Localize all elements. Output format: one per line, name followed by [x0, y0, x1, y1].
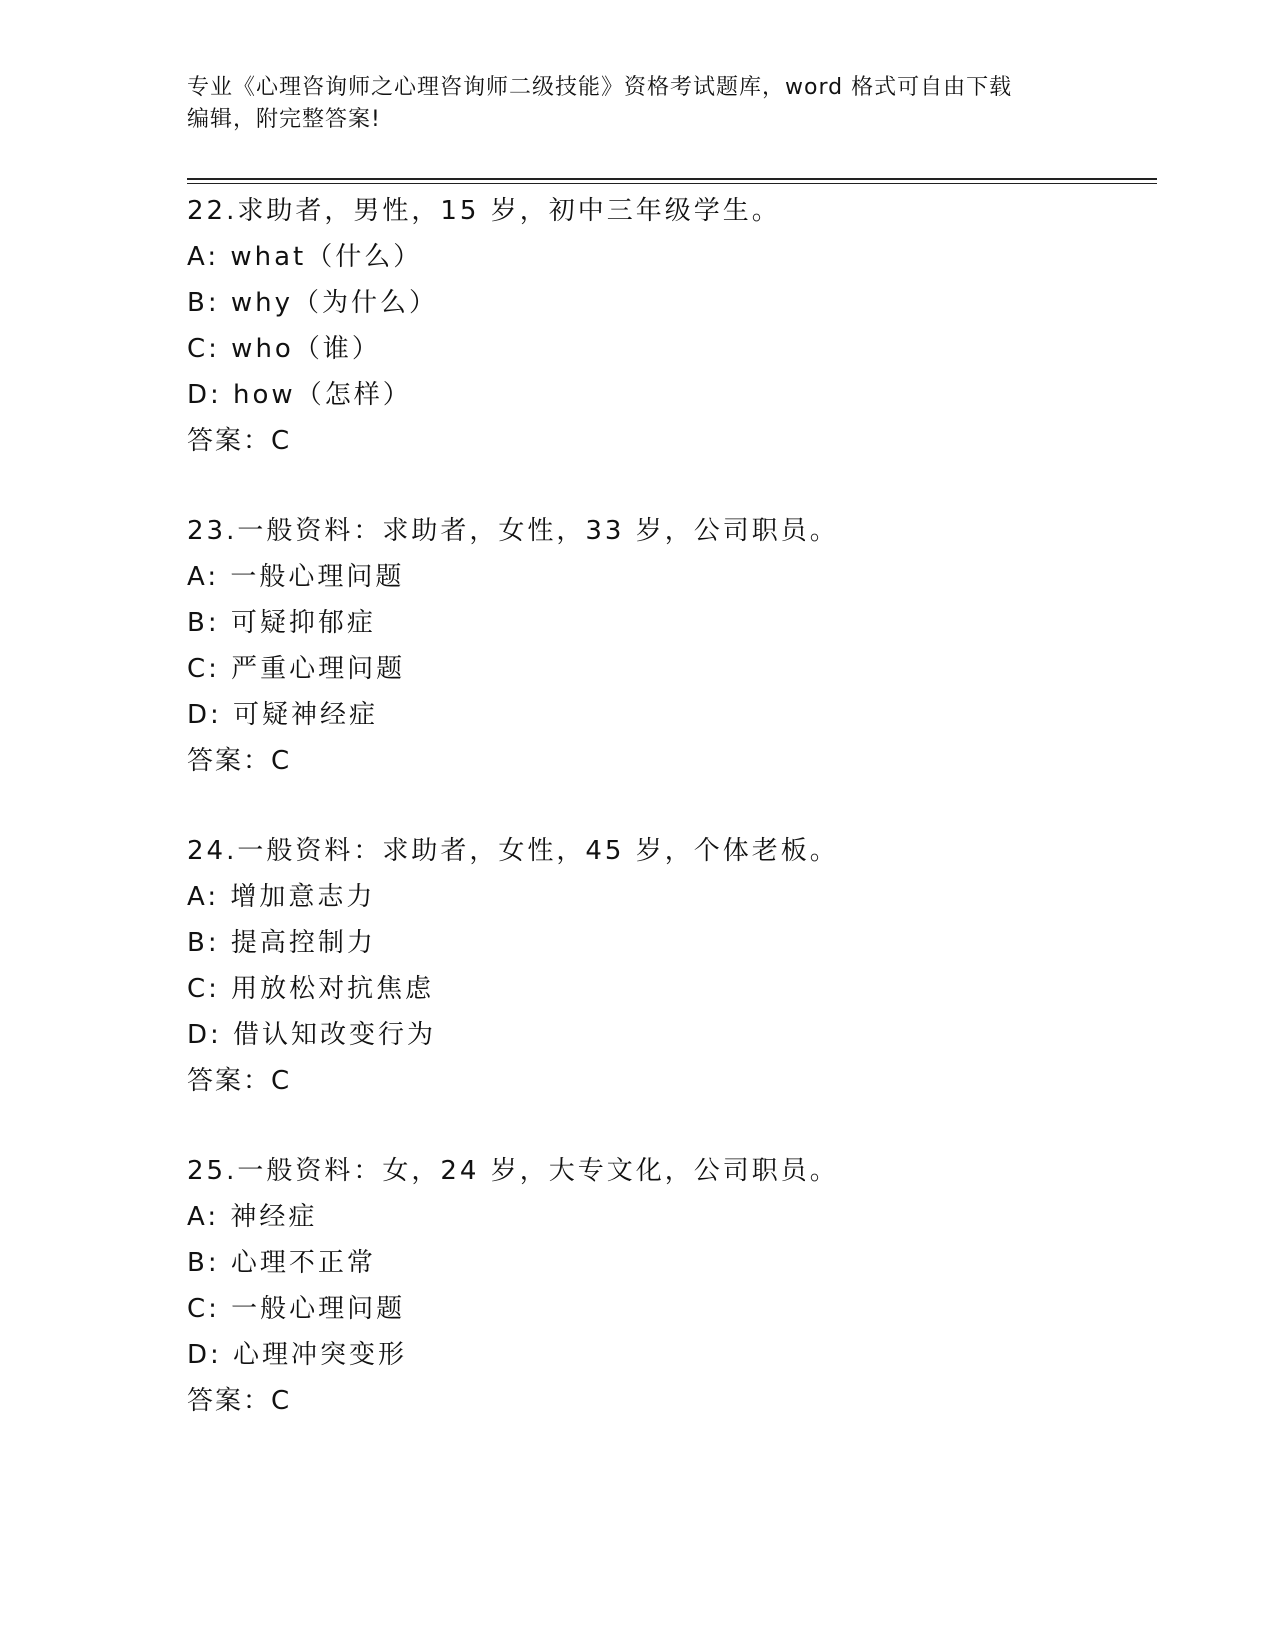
option-a: A: 神经症	[187, 1202, 318, 1232]
option-b: B: 心理不正常	[187, 1248, 376, 1278]
question-stem: 24.一般资料：求助者，女性，45 岁，个体老板。	[187, 836, 839, 866]
question-stem: 23.一般资料：求助者，女性，33 岁，公司职员。	[187, 516, 839, 546]
option-b: B: 可疑抑郁症	[187, 608, 376, 638]
document-header	[187, 72, 1067, 136]
answer: 答案：C	[187, 1386, 292, 1416]
answer: 答案：C	[187, 746, 292, 776]
option-d: D: 心理冲突变形	[187, 1340, 408, 1370]
header-divider-thick	[187, 178, 1157, 180]
option-b: B: 提高控制力	[187, 928, 376, 958]
answer: 答案：C	[187, 426, 292, 456]
question-23	[187, 508, 1157, 784]
option-d: D: 可疑神经症	[187, 700, 379, 730]
option-c: C: who（谁）	[187, 334, 381, 364]
option-b: B: why（为什么）	[187, 288, 438, 318]
question-22	[187, 188, 1157, 464]
header-line-2: 编辑，附完整答案!	[187, 107, 381, 132]
header-line-1: 专业《心理咨询师之心理咨询师二级技能》资格考试题库，word 格式可自由下载	[187, 75, 1013, 100]
option-a: A: what（什么）	[187, 242, 423, 272]
option-c: C: 用放松对抗焦虑	[187, 974, 435, 1004]
question-stem: 25.一般资料：女，24 岁，大专文化，公司职员。	[187, 1156, 839, 1186]
header-divider-thin	[187, 183, 1157, 184]
option-a: A: 增加意志力	[187, 882, 376, 912]
question-stem: 22.求助者，男性，15 岁，初中三年级学生。	[187, 196, 781, 226]
option-d: D: how（怎样）	[187, 380, 412, 410]
question-25	[187, 1148, 1157, 1424]
option-c: C: 一般心理问题	[187, 1294, 406, 1324]
answer: 答案：C	[187, 1066, 292, 1096]
option-a: A: 一般心理问题	[187, 562, 405, 592]
question-24	[187, 828, 1157, 1104]
option-d: D: 借认知改变行为	[187, 1020, 437, 1050]
option-c: C: 严重心理问题	[187, 654, 406, 684]
